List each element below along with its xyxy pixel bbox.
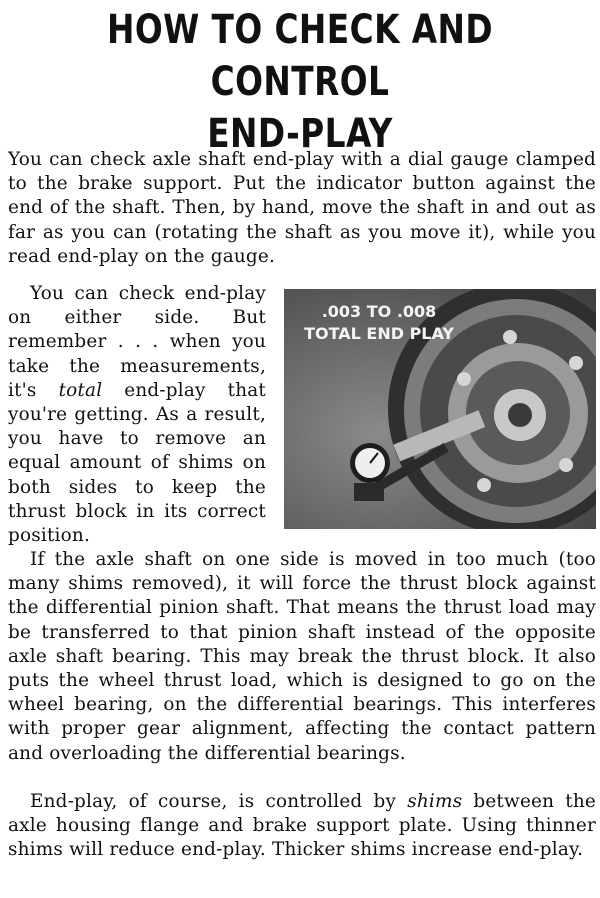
- paragraph-too-many-shims: If the axle shaft on one side is moved in too much (too many shims removed), it will force the thrust block against the differential pinion shaft. That means the thrust load may be transferred to that pinion shaft instead of the opposite axle shaft bearing. This may break the thrust block. It also puts the wheel thrust load, which is designed to go on the wheel bearing, on the differential bearings. This interferes with proper gear alignment, affecting the contact pattern and overloading the differential bearings.: [8, 549, 596, 764]
- title-line-2: END-PLAY: [207, 111, 393, 157]
- emphasis-total: total: [58, 379, 103, 401]
- paragraph-total-end-play: [8, 282, 266, 548]
- title-line-1: HOW TO CHECK AND CONTROL: [106, 7, 494, 105]
- emphasis-shims: shims: [407, 791, 463, 812]
- photo-caption-line-2: TOTAL END PLAY: [304, 324, 454, 343]
- photo-caption: [298, 301, 460, 345]
- dial-gauge-photo: [284, 289, 596, 529]
- paragraph-4-text-b: between the axle housing flange and brake support plate. Using thinner shims will reduce end-play. Thicker shims increase end-play.: [8, 791, 596, 861]
- photo-caption-line-1: .003 TO .008: [321, 302, 437, 321]
- paragraph-2-text-b: end-play that you're getting. As a result, you have to remove an equal amount of shims on both sides to keep the thrust block in its correct position.: [8, 379, 266, 547]
- page-title: [54, 4, 546, 160]
- paragraph-4-text-a: End-play, of course, is controlled by: [30, 791, 408, 812]
- paragraph-shims-control: [8, 790, 596, 863]
- paragraph-2-text-a: You can check end-play on either side. But remember . . . when you take the measurements, it's: [8, 283, 266, 401]
- paragraph-dial-gauge: You can check axle shaft end-play with a dial gauge clamped to the brake support. Put the indicator button against the end of the shaft. Then, by hand, move the shaft in and out as far as you can (rotating the shaft as you move it), while you read end-play on the gauge.: [8, 149, 596, 267]
